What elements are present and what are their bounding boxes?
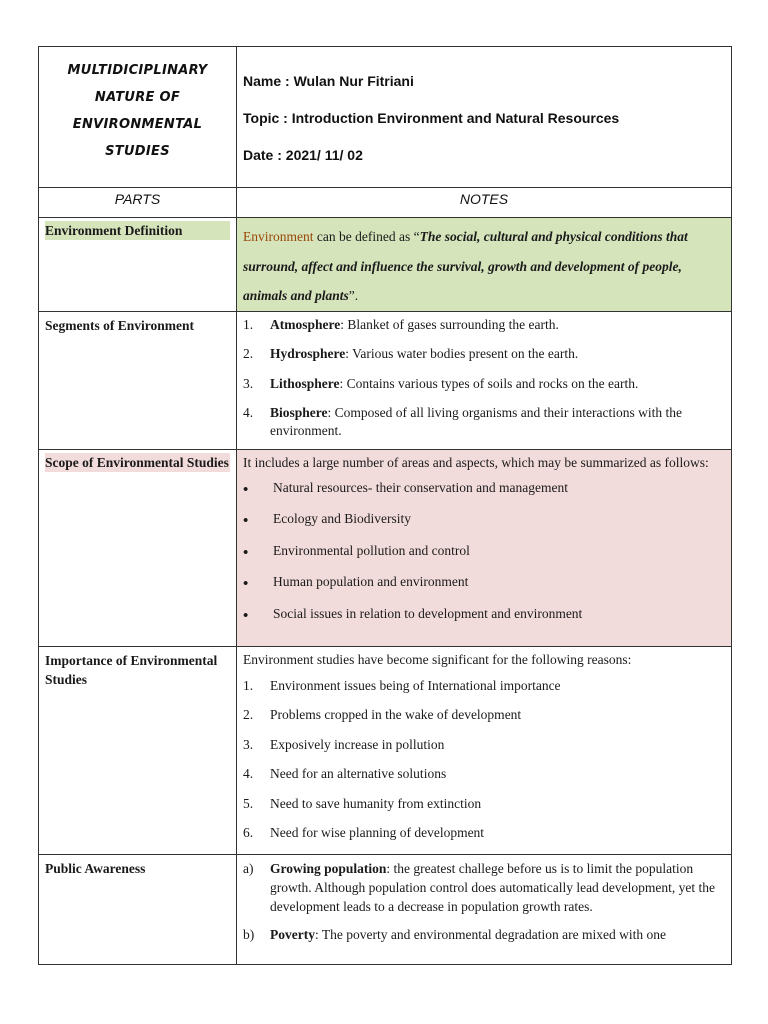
importance-label: Importance of Environmental Studies xyxy=(45,652,218,687)
awareness-part-cell xyxy=(39,854,237,964)
list-item: 2. Hydrosphere: Various water bodies present on the earth. xyxy=(243,346,579,361)
definition-label: Environment Definition xyxy=(45,221,230,240)
notes-header: NOTES xyxy=(237,188,732,218)
header-row xyxy=(39,47,732,188)
segments-label: Segments of Environment xyxy=(45,317,195,333)
importance-list xyxy=(237,669,731,843)
scope-notes-cell xyxy=(237,449,732,646)
importance-part-cell xyxy=(39,646,237,854)
info-cell xyxy=(237,47,732,188)
topic: Topic : Introduction Environment and Natural Resources xyxy=(243,110,620,126)
notes-sheet xyxy=(38,46,730,965)
definition-notes-cell xyxy=(237,218,732,312)
definition-part-cell xyxy=(39,218,237,312)
list-item: 5. Need to save humanity from extinction xyxy=(243,795,482,811)
list-item: 6. Need for wise planning of development xyxy=(243,825,485,840)
list-item: • Social issues in relation to development and environment xyxy=(243,605,583,624)
list-item: a) Growing population: the greatest challege before us is to limit the population growth. Although population control does automatically lead development, yet the development leads to a decrease in population growth rates. xyxy=(243,860,716,914)
awareness-row xyxy=(39,854,732,964)
list-item: b) Poverty: The poverty and environmental degradation are mixed with one xyxy=(243,926,666,942)
list-item: 3. Lithosphere: Contains various types of soils and rocks on the earth. xyxy=(243,375,639,391)
segments-part-cell xyxy=(39,311,237,449)
list-item: 3. Exposively increase in pollution xyxy=(243,736,445,752)
scope-row xyxy=(39,449,732,646)
student-name: Name : Wulan Nur Fitriani xyxy=(243,73,414,89)
list-item: 4. Need for an alternative solutions xyxy=(243,766,447,781)
list-item: 2. Problems cropped in the wake of development xyxy=(243,707,522,722)
parts-header: PARTS xyxy=(39,188,237,218)
list-item: • Human population and environment xyxy=(243,574,469,592)
importance-row xyxy=(39,646,732,854)
scope-intro: It includes a large number of areas and aspects, which may be summarized as follows: xyxy=(243,454,709,470)
awareness-list xyxy=(237,855,731,944)
scope-list xyxy=(237,472,731,625)
title-line: STUDIES xyxy=(105,144,170,159)
title-line: MULTIDICIPLINARY xyxy=(67,63,208,78)
date: Date : 2021/ 11/ 02 xyxy=(243,147,363,163)
importance-notes-cell xyxy=(237,646,732,854)
segments-row xyxy=(39,311,732,449)
list-item: 4. Biosphere: Composed of all living organisms and their interactions with the environment. xyxy=(243,405,682,438)
list-item: 1. Environment issues being of International importance xyxy=(243,677,561,693)
awareness-notes-cell xyxy=(237,854,732,964)
column-header-row xyxy=(39,188,732,218)
segments-notes-cell xyxy=(237,311,732,449)
document-title xyxy=(39,57,236,165)
segments-list xyxy=(237,312,731,441)
scope-label: Scope of Environmental Studies xyxy=(45,454,229,470)
definition-row xyxy=(39,218,732,312)
list-item: • Environmental pollution and control xyxy=(243,542,470,561)
notes-table xyxy=(38,46,732,965)
list-item: • Natural resources- their conservation and management xyxy=(243,479,569,498)
title-line: NATURE OF xyxy=(94,90,181,105)
definition-text: Environment can be defined as “The social, cultural and physical conditions that surround, affect and influence the survival, growth and development of people, animals and plants”. xyxy=(243,229,688,303)
list-item: 1. Atmosphere: Blanket of gases surrounding the earth. xyxy=(243,316,559,332)
awareness-label: Public Awareness xyxy=(45,860,146,876)
title-line: ENVIRONMENTAL xyxy=(72,117,203,132)
list-item: • Ecology and Biodiversity xyxy=(243,511,411,529)
scope-part-cell xyxy=(39,449,237,646)
importance-intro: Environment studies have become significant for the following reasons: xyxy=(243,651,632,667)
title-cell xyxy=(39,47,237,188)
